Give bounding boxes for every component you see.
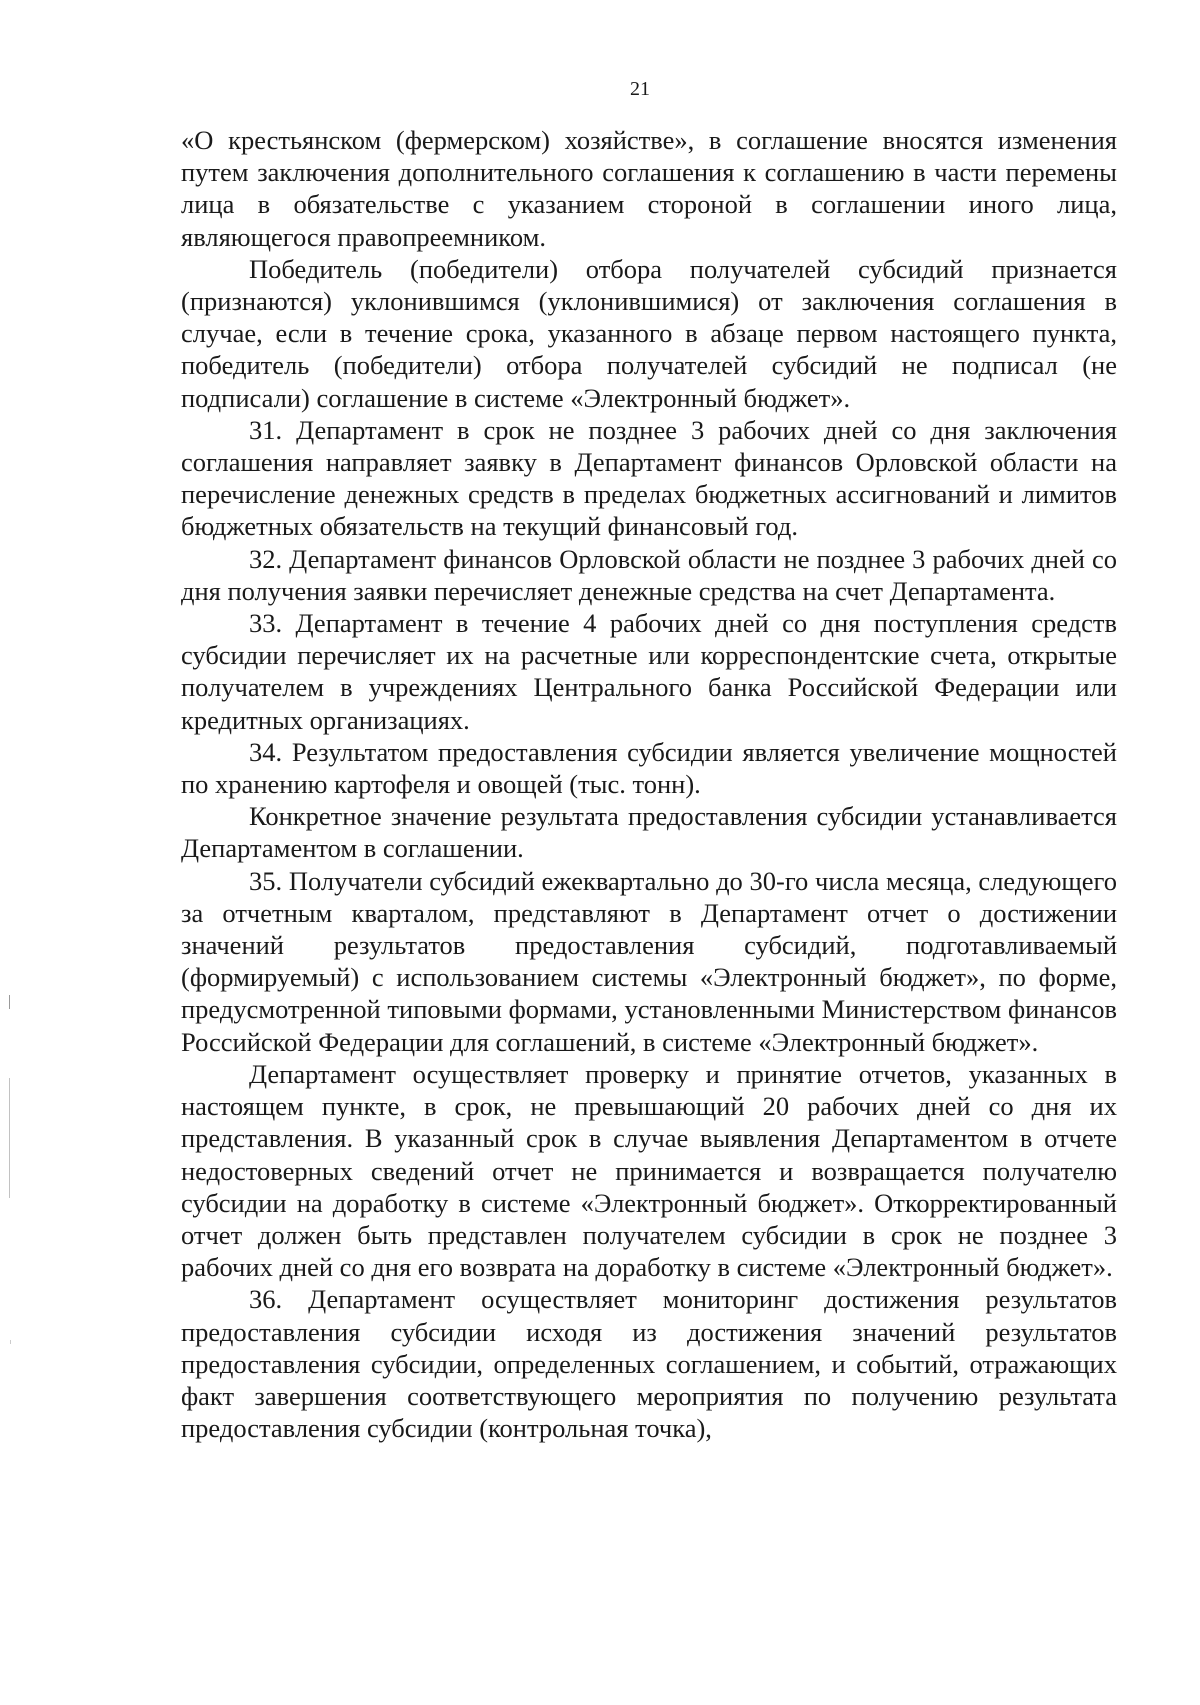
paragraph-35-review: Департамент осуществляет проверку и принятие отчетов, указанных в настоящем пункте, в срок, не превышающий 20 рабочих дней со дня их представления. В указанный срок в случае выявления Департаментом в отчете недостоверных сведений отчет не принимается и возвращается получателю субсидии на доработку в системе «Электронный бюджет». Откорректированный отчет должен быть представлен получателем субсидии в срок не позднее 3 рабочих дней со дня его возврата на доработку в системе «Электронный бюджет». [181, 1058, 1117, 1283]
paragraph-32: 32. Департамент финансов Орловской области не позднее 3 рабочих дней со дня получения заявки перечисляет денежные средства на счет Департамента. [181, 543, 1117, 606]
paragraph-36: 36. Департамент осуществляет мониторинг достижения результатов предоставления субсидии исходя из достижения значений результатов предоставления субсидии, определенных соглашением, и событий, отражающих факт завершения соответствующего мероприятия по получению результата предоставления субсидии (контрольная точка), [181, 1284, 1117, 1444]
scan-mark [9, 995, 10, 1009]
paragraph-continuation: «О крестьянском (фермерском) хозяйстве», в соглашение вносятся изменения путем заключения дополнительного соглашения к соглашению в части перемены лица в обязательстве с указанием стороной в соглашении иного лица, являющегося правопреемником. [181, 125, 1117, 252]
paragraph-34-specific-value: Конкретное значение результата предоставления субсидии устанавливается Департаментом в соглашении. [181, 801, 1117, 864]
document-body [181, 124, 1117, 1444]
scan-mark [10, 1340, 11, 1344]
paragraph-35: 35. Получатели субсидий ежеквартально до 30-го числа месяца, следующего за отчетным кварталом, представляют в Департамент отчет о достижении значений результатов предоставления субсидий, подготавливаемый (формируемый) с использованием системы «Электронный бюджет», по форме, предусмотренной типовыми формами, установленными Министерством финансов Российской Федерации для соглашений, в системе «Электронный бюджет». [181, 865, 1117, 1057]
scan-mark [9, 1078, 10, 1198]
paragraph-34: 34. Результатом предоставления субсидии является увеличение мощностей по хранению картофеля и овощей (тыс. тонн). [181, 736, 1117, 800]
paragraph-33: 33. Департамент в течение 4 рабочих дней со дня поступления средств субсидии перечисляет их на расчетные или корреспондентские счета, открытые получателем в учреждениях Центрального банка Российской Федерации или кредитных организациях. [181, 608, 1117, 735]
page-number: 21 [630, 78, 650, 100]
paragraph-31: 31. Департамент в срок не позднее 3 рабочих дней со дня заключения соглашения направляет заявку в Департамент финансов Орловской области на перечисление денежных средств в пределах бюджетных ассигнований и лимитов бюджетных обязательств на текущий финансовый год. [181, 414, 1117, 542]
paragraph-winner-evasion: Победитель (победители) отбора получателей субсидий признается (признаются) уклонившимся (уклонившимися) от заключения соглашения в случае, если в течение срока, указанного в абзаце первом настоящего пункта, победитель (победители) отбора получателей субсидий не подписал (не подписали) соглашение в системе «Электронный бюджет». [181, 253, 1117, 413]
